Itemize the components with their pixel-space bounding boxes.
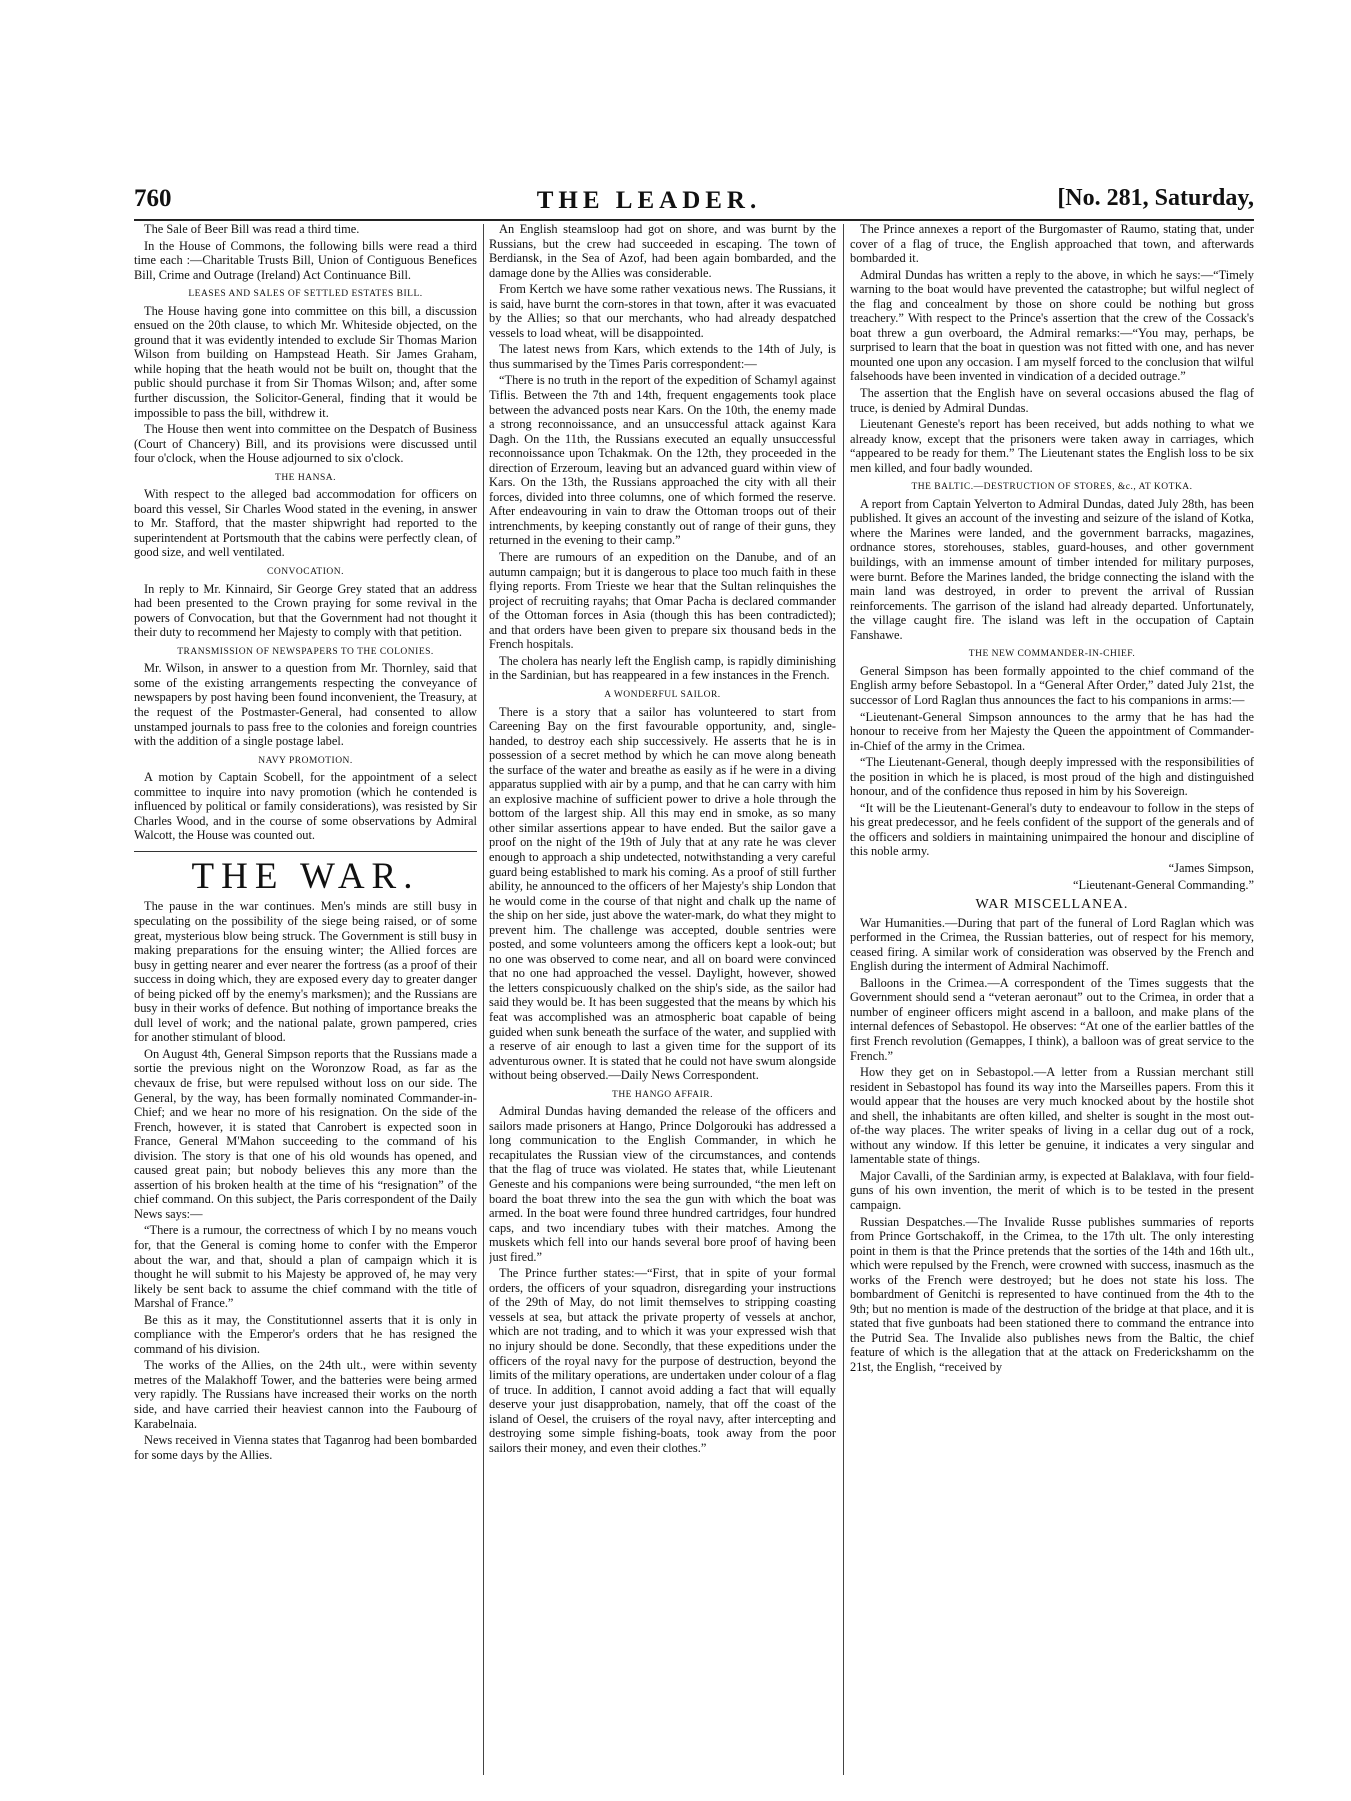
column-divider — [843, 224, 844, 1775]
paragraph: The cholera has nearly left the English camp, is rapidly diminishing in the Sardinian, but has reappeared in a few instances in the French. — [489, 653, 836, 683]
paragraph: How they get on in Sebastopol.—A letter from a Russian merchant still resident in Sebastopol has found its way into the Marseilles papers. From this it would appear that the houses are very much knocked about by the hostile shot and shell, the inhabitants are often killed, and shelter is sought in the most out-of-the way places. The writer speaks of living in a cellar dug out of a rock, without any window. If this letter be genuine, it indicates a very singular and lamentable state of things. — [850, 1065, 1254, 1167]
paragraph: The assertion that the English have on several occasions abused the flag of truce, is denied by Admiral Dundas. — [850, 386, 1254, 415]
the-war-title: THE WAR. — [191, 855, 420, 897]
masthead-title: THE LEADER. — [536, 187, 762, 214]
paragraph: In reply to Mr. Kinnaird, Sir George Grey stated that an address had been presented to the Crown praying for some revival in the powers of Convocation, but that the Government had not thought it their duty to recommend her Majesty to comply with that petition. — [134, 581, 477, 640]
paragraph: In the House of Commons, the following bills were read a third time each :—Charitable Trusts Bill, Union of Contiguous Benefices Bill, Crime and Outrage (Ireland) Act Continuance Bill. — [134, 238, 477, 282]
paragraph: Admiral Dundas having demanded the release of the officers and sailors made prisoners at Hango, Prince Dolgorouki has addressed a long communication to the English Commander, in which he recapitulates the Russian view of the circumstances, and contends that the flag of truce was violated. He states that, while Lieutenant Geneste and his companions were being surrounded, “the men left on board the boat threw into the sea the gun with which the boat was armed. In the boat were found three hundred cartridges, four hundred caps, and two incendiary tubes with their matches. Among the muskets which fell into our hands several bore proof of having been just fired.” — [489, 1104, 836, 1264]
column-right — [850, 222, 1254, 1777]
section-heading: THE HANGO AFFAIR. — [612, 1089, 713, 1100]
paragraph: Russian Despatches.—The Invalide Russe publishes summaries of reports from Prince Gortschakoff, in the Crimea, to the 17th ult. The only interesting point in them is that the Prince pretends that the sorties of the 14th and 16th ult., which were repulsed by the French, were crowned with success, inasmuch as the works of the French were destroyed; but he does not state his loss. The bombardment of Genitchi is represented to have continued from the 4th to the 9th; but no mention is made of the destruction of the bridge at that place, and it is stated that five gunboats had been stationed there to command the entrance into the Putrid Sea. The Invalide also publishes news from the Baltic, the chief feature of which is the allegation that at the attack on Frederickshamm on the 21st, the English, “received by — [850, 1214, 1254, 1375]
section-heading: CONVOCATION. — [267, 567, 344, 578]
paragraph: With respect to the alleged bad accommodation for officers on board this vessel, Sir Charles Wood stated in the evening, in answer to Mr. Stafford, that the master shipwright had reported to the superintendent at Portsmouth that the cabins were perfectly clean, of good size, and well ventilated. — [134, 487, 477, 560]
quotation: “It will be the Lieutenant-General's duty to endeavour to follow in the steps of his great predecessor, and he feels confident of the support of the generals and of the officers and soldiers in maintaining unimpaired the honour and discipline of this noble army. — [850, 800, 1254, 859]
paragraph: The Sale of Beer Bill was read a third time. — [144, 222, 360, 236]
paragraph: The House having gone into committee on this bill, a discussion ensued on the 20th clause, to which Mr. Whiteside objected, on the ground that it was evidently intended to exclude Sir Thomas Marion Wilson from building on Hampstead Heath. Sir James Graham, while hoping that the heath would not be built on, thought that the public should purchase it from Sir Thomas Wilson; and, after some further discussion, the Solicitor-General, finding that it would be impossible to pass the bill, withdrew it. — [134, 303, 477, 420]
paragraph: The latest news from Kars, which extends to the 14th of July, is thus summarised by the Times Paris correspondent:— — [489, 342, 836, 371]
paragraph: Be this as it may, the Constitutionnel asserts that it is only in compliance with the Emperor's orders that he has resigned the command of his division. — [134, 1312, 477, 1356]
section-heading: THE HANSA. — [275, 472, 336, 483]
section-heading: NAVY PROMOTION. — [258, 755, 353, 766]
paragraph: From Kertch we have some rather vexatious news. The Russians, it is said, have burnt the corn-stores in that town, after it was evacuated by the Allies; so that our merchants, who had already despatched vessels to load wheat, will be disappointed. — [489, 282, 836, 340]
section-heading: LEASES AND SALES OF SETTLED ESTATES BILL. — [188, 289, 423, 300]
header-rule — [134, 219, 1254, 221]
paragraph: The Prince annexes a report of the Burgomaster of Raumo, stating that, under cover of a flag of truce, the English approached that town, and afterwards bombarded it. — [850, 222, 1254, 266]
section-heading: A WONDERFUL SAILOR. — [604, 689, 721, 700]
quotation: “Lieutenant-General Simpson announces to the army that he has had the honour to receive from her Majesty the Queen the appointment of Commander-in-Chief of the army in the Crimea. — [850, 709, 1254, 753]
quotation: “There is a rumour, the correctness of which I by no means vouch for, that the General is coming home to confer with the Emperor about the war, and that, should a plan of campaign which it is thought he will submit to his Majesty be approved of, he may very likely be sent back to assume the chief command with the title of Marshal of France.” — [134, 1223, 477, 1311]
paragraph: General Simpson has been formally appointed to the chief command of the English army before Sebastopol. In a “General After Order,” dated July 21st, the successor of Lord Raglan thus announces the fact to his companions in arms:— — [850, 663, 1254, 707]
issue-info: [No. 281, Saturday, — [1057, 185, 1254, 211]
paragraph: There are rumours of an expedition on the Danube, and of an autumn campaign; but it is dangerous to place too much faith in these flying reports. From Trieste we hear that the Sultan relinquishes the project of recruiting rayahs; that Omar Pacha is declared commander of the Ottoman forces in Asia (though this has been contradicted); and that orders have been given to prepare six thousand beds in the French hospitals. — [489, 550, 836, 652]
section-heading: TRANSMISSION OF NEWSPAPERS TO THE COLONIES. — [177, 646, 434, 657]
paragraph: There is a story that a sailor has volunteered to start from Careening Bay on the first favourable opportunity, and, single-handed, to destroy each ship successively. He asserts that he is in possession of a secret method by which he can move along beneath the surface of the water and breathe as easily as if he were in a diving apparatus supplied with air by a pump, and that he can carry with him an explosive machine of sufficient power to drive a hole through the bottom of the largest ship. All this may end in smoke, as so many other similar assertions appear to have ended. But the sailor gave a proof on the night of the 19th of July that at any rate he was clever enough to approach a ship undetected, notwithstanding a very careful guard being established to mark his coming. As a proof of still further ability, he announced to the officers of her Majesty's ship London that he would come in the course of that night and chalk up the name of the ship on her side, just above the water-mark, do what they might to prevent him. The challenge was accepted, double sentries were posted, and some volunteers among the officers kept a look-out; but no one was observed to come near, and all on board were convinced that no one had approached the vessel. Daylight, however, showed the letters conspicuously chalked on the ship's side, as the sailor had said they would be. It has been suggested that the means by which his feat was accomplished was an atmospheric boat capable of being guided when sunk beneath the surface of the water, and supplied with a reserve of air enough to last a given time for the support of its adventurous owner. It is stated that he could not have swum alongside without being observed.—Daily News Correspondent. — [489, 704, 836, 1083]
paragraph: A motion by Captain Scobell, for the appointment of a select committee to inquire into navy promotion (which he contended is influenced by political or family considerations), was resisted by Sir Charles Wood, and in the course of some observations by Admiral Walcott, the House was counted out. — [134, 770, 477, 843]
quotation: “There is no truth in the report of the expedition of Schamyl against Tiflis. Between the 7th and 14th, frequent engagements took place between the advanced posts near Kars. On the 10th, the enemy made a strong reconnoissance, and an unsuccessful attack against Kara Dagh. On the 11th, the Russians executed an equally unsuccessful reconnoissance upon Tchakmak. On the 12th, they proceeded in the direction of Erzeroum, leaving but an advanced guard within view of Kars. On the 13th, the Russians approached the city with all their forces, divided into three columns, one of which formed the reserve. After endeavouring in vain to draw the Ottoman troops out of their intrenchments, by keeping constantly out of range of their guns, they returned in the evening to their camp.” — [489, 373, 836, 548]
paragraph: The works of the Allies, on the 24th ult., were within seventy metres of the Malakhoff Tower, and the batteries were being armed very rapidly. The Russians have increased their works on the north side, and have carried their heaviest cannon into the Faubourg of Karabelnaia. — [134, 1358, 477, 1431]
column-middle — [489, 222, 836, 1777]
section-heading-large: WAR MISCELLANEA. — [975, 897, 1129, 913]
paragraph: War Humanities.—During that part of the funeral of Lord Raglan which was performed in the Crimea, the Russian batteries, out of respect for his memory, ceased firing. A similar work of consideration was observed by the French and English during the interment of Admiral Nachimoff. — [850, 915, 1254, 974]
paragraph: Lieutenant Geneste's report has been received, but adds nothing to what we already know, except that the prisoners were taken away in carriages, which “appeared to be ready for them.” The Lieutenant states the English loss to be six men killed, and four badly wounded. — [850, 417, 1254, 475]
paragraph: News received in Vienna states that Taganrog had been bombarded for some days by the Allies. — [134, 1433, 477, 1462]
paragraph: Balloons in the Crimea.—A correspondent of the Times suggests that the Government should send a “veteran aeronaut” out to the Crimea, in order that a number of engineer officers might ascend in a balloon, and make plans of the internal defences of Sebastopol. He observes: “At one of the earlier battles of the first French revolution (Gemappes, I think), a balloon was of great service to the French.” — [850, 975, 1254, 1063]
column-left — [134, 222, 477, 1777]
paragraph: Major Cavalli, of the Sardinian army, is expected at Balaklava, with four field-guns of his own invention, the merit of which is to be tested in the present campaign. — [850, 1168, 1254, 1212]
paragraph: The Prince further states:—“First, that in spite of your formal orders, the officers of your squadron, disregarding your instructions of the 29th of May, do not limit themselves to stripping coasting vessels at sea, but attack the private property of vessels at anchor, which are not trading, and to which it was your expressed wish that no injury should be done. Secondly, that these expeditions under the officers of the royal navy for the purpose of destruction, beyond the limits of the military operations, are undertaken under colour of a flag of truce. In addition, I cannot avoid adding a fact that will equally deserve your just disapprobation, namely, that off the coast of the island of Oesel, the cruisers of the royal navy, after intercepting and destroying some simple fishing-boats, took away from the poor sailors their money, and even their clothes.” — [489, 1266, 836, 1455]
paragraph: An English steamsloop had got on shore, and was burnt by the Russians, but the crew had succeeded in escaping. The town of Berdiansk, in the Sea of Azof, had been again bombarded, and the damage done by the Allies was considerable. — [489, 222, 836, 280]
paragraph: A report from Captain Yelverton to Admiral Dundas, dated July 28th, has been published. It gives an account of the investing and seizure of the island of Kotka, where the Marines were landed, and the government barracks, magazines, ordnance stores, storehouses, stables, guard-houses, and other government buildings, with an immense amount of timber intended for military purposes, were burnt. Before the Marines landed, the bridge connecting the island with the main land was destroyed, in order to prevent the arrival of Russian reinforcements. The garrison of the island had already departed. Unfortunately, the village caught fire. The island was left in the occupation of Captain Fanshawe. — [850, 496, 1254, 642]
the-war-heading-block — [134, 851, 477, 897]
section-heading: THE BALTIC.—DESTRUCTION OF STORES, &c., AT KOTKA. — [911, 482, 1193, 493]
column-divider — [483, 224, 484, 1775]
signature-name: “James Simpson, — [1168, 860, 1254, 875]
section-heading: THE NEW COMMANDER-IN-CHIEF. — [968, 649, 1136, 660]
page-number: 760 — [134, 185, 172, 212]
quotation: “The Lieutenant-General, though deeply impressed with the responsibilities of the position in which he is placed, is most proud of the high and distinguished honour, and of the confidence thus reposed in him by his Sovereign. — [850, 755, 1254, 799]
paragraph: Mr. Wilson, in answer to a question from Mr. Thornley, said that some of the existing arrangements respecting the conveyance of newspapers by post having been found inconvenient, the Treasury, at the request of the Postmaster-General, had consented to allow unstamped journals to pass free to the colonies and foreign countries with the addition of a single postage label. — [134, 661, 477, 749]
paragraph: Admiral Dundas has written a reply to the above, in which he says:—“Timely warning to the boat would have prevented the catastrophe; but wilful neglect of the flag and concealment by those on shore could be nothing but gross treachery.” With respect to the Prince's assertion that the crew of the Cossack's boat threw a gun overboard, the Admiral remarks:—“You may, perhaps, be surprised to learn that the boat in question was not fitted with one, and has never mounted one upon any occasion. I am myself forced to the conclusion that wilful falsehoods have been invented in vindication of a decided outrage.” — [850, 267, 1254, 384]
paragraph: The pause in the war continues. Men's minds are still busy in speculating on the possibility of the siege being raised, or of some great, mysterious blow being struck. The Government is still busy in making preparations for the ensuing winter; the Allied forces are busy in getting nearer and ever nearer the fortress (as a proof of their success in doing which, they are exposed every day to greater danger of being picked off by the enemy's marksmen); and the Russians are busy in their works of defence. But nothing of importance breaks the dull level of work; and the national palate, grown pampered, cries for another stimulant of blood. — [134, 899, 477, 1045]
paragraph: On August 4th, General Simpson reports that the Russians made a sortie the previous night on the Woronzow Road, as far as the chevaux de frise, but were repulsed without loss on our side. The General, by the way, has been formally nominated Commander-in-Chief; and we hear no more of his resignation. On the side of the French, however, it is stated that Canrobert is expected soon in France, General M'Mahon succeeding to the command of his division. The story is that one of his old wounds has opened, and caused great pain; but nobody believes this any more than the assertion of his broken health at the time of his “resignation” of the chief command. On this subject, the Paris correspondent of the Daily News says:— — [134, 1046, 477, 1221]
page-header — [134, 185, 1254, 219]
paragraph: The House then went into committee on the Despatch of Business (Court of Chancery) Bill, and its provisions were discussed until four o'clock, when the House adjourned to six o'clock. — [134, 422, 477, 466]
signature-title: “Lieutenant-General Commanding.” — [1073, 877, 1254, 892]
